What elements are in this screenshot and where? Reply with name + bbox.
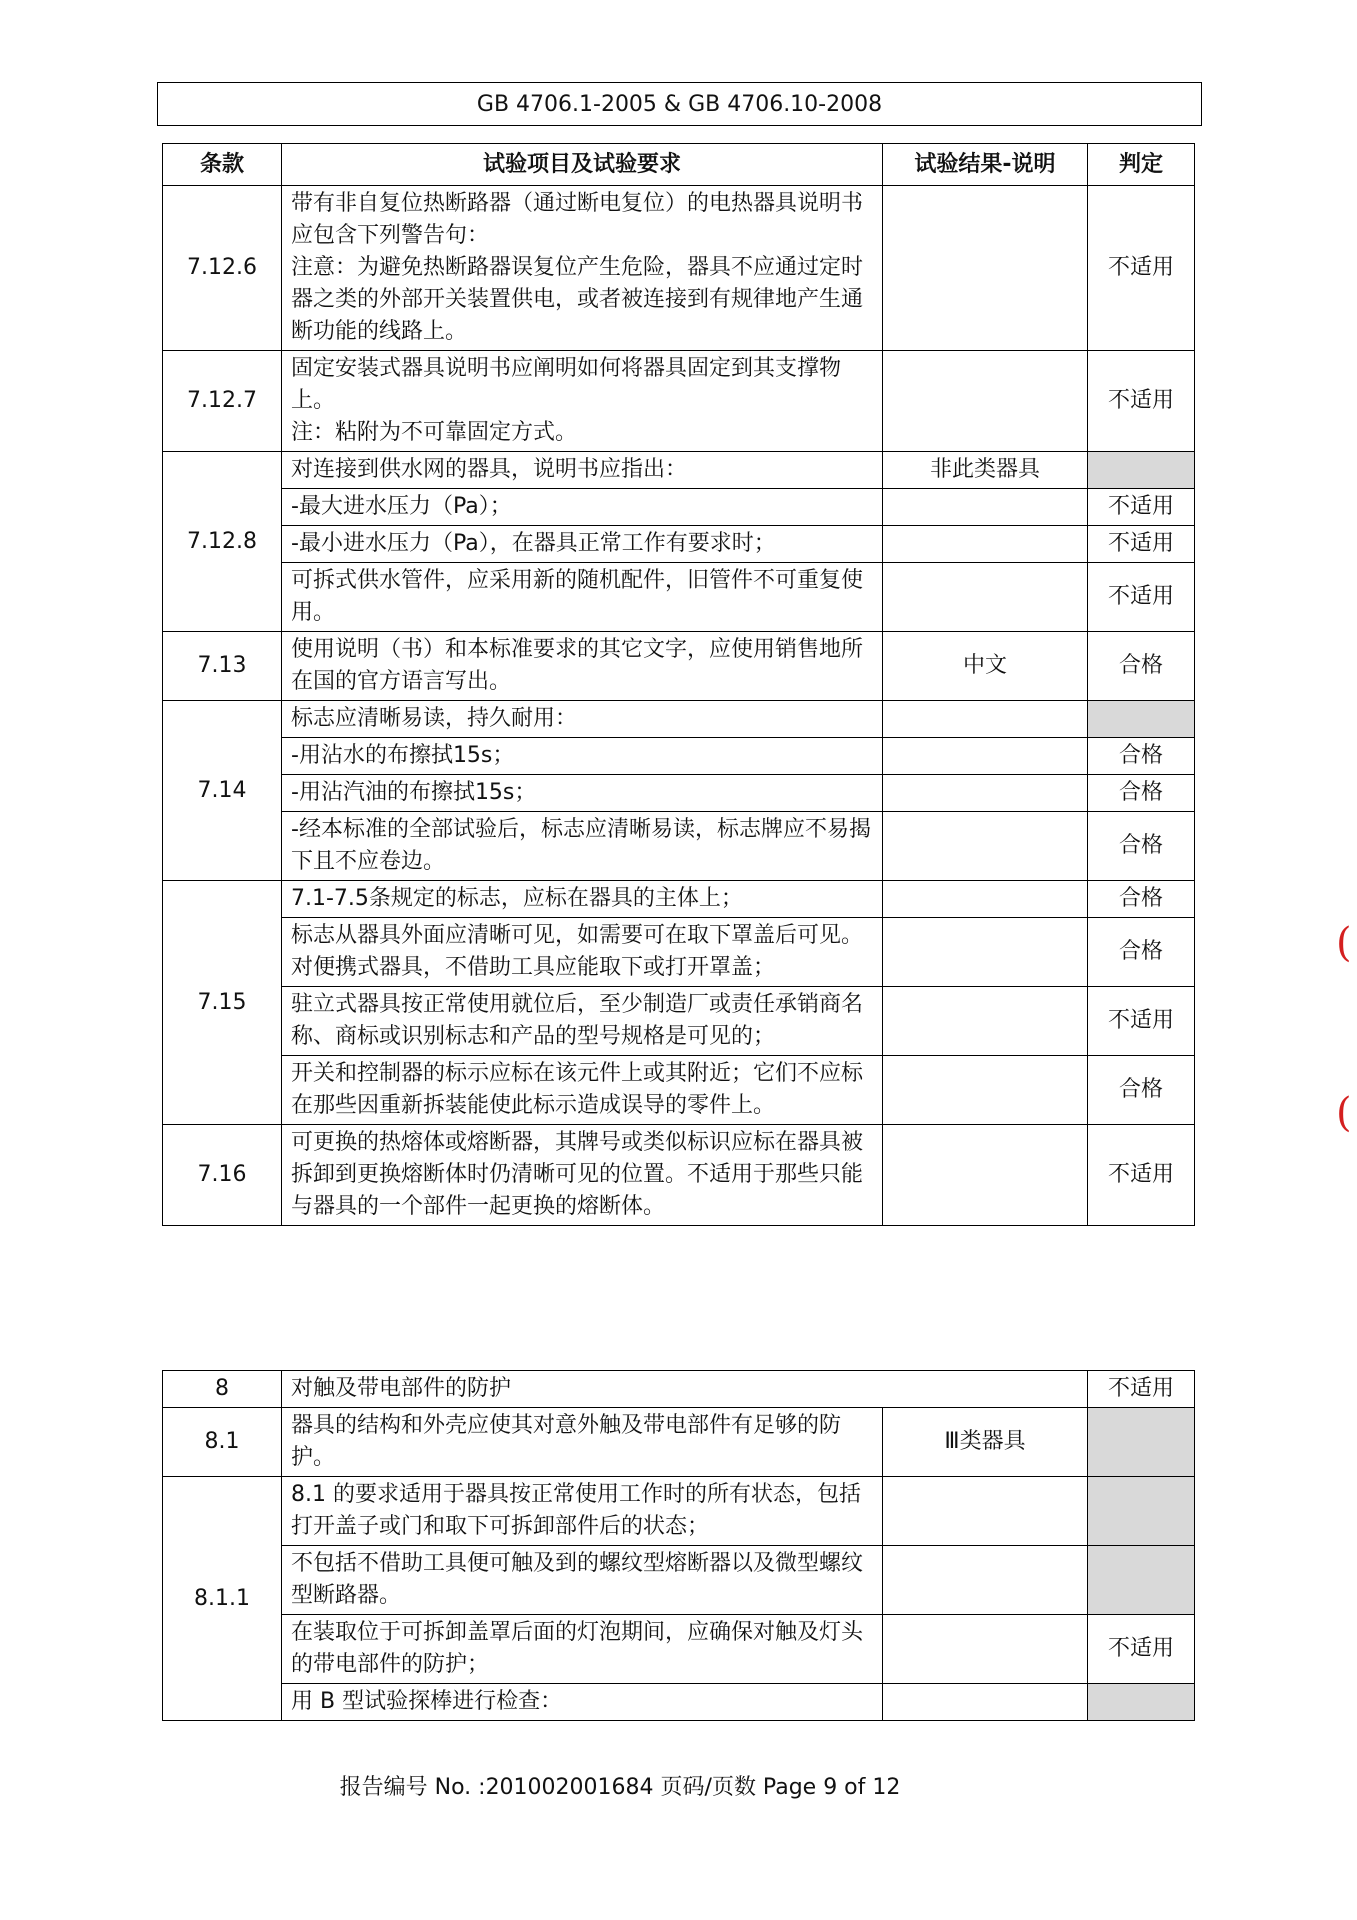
test-result xyxy=(883,1546,1088,1615)
table-row xyxy=(163,701,1195,738)
test-result xyxy=(883,1684,1088,1721)
verdict: 不适用 xyxy=(1088,186,1195,351)
clause-number: 7.12.8 xyxy=(163,452,282,632)
test-result xyxy=(883,351,1088,452)
verdict: 不适用 xyxy=(1088,987,1195,1056)
requirement-text: 对连接到供水网的器具，说明书应指出： xyxy=(291,457,688,482)
clause-number: 8 xyxy=(163,1371,282,1408)
page-indicator: 页码/页数 Page 9 of 12 xyxy=(660,1775,901,1800)
table-row xyxy=(163,1615,1195,1684)
table-row xyxy=(163,489,1195,526)
table-row xyxy=(163,1477,1195,1546)
requirement-text: 带有非自复位热断路器（通过断电复位）的电热器具说明书应包含下列警告句： xyxy=(291,191,864,248)
clause-number: 7.12.7 xyxy=(163,351,282,452)
requirement-text: 使用说明（书）和本标准要求的其它文字，应使用销售地所在国的官方语言写出。 xyxy=(291,637,864,694)
requirement-text: 8.1 的要求适用于器具按正常使用工作时的所有状态，包括打开盖子或门和取下可拆卸部件后的状态； xyxy=(291,1482,861,1539)
clause-number: 7.12.6 xyxy=(163,186,282,351)
test-requirement xyxy=(282,918,883,987)
verdict: 合格 xyxy=(1088,1056,1195,1125)
test-requirement xyxy=(282,1056,883,1125)
table-row xyxy=(163,987,1195,1056)
column-header-result: 试验结果-说明 xyxy=(883,144,1088,186)
table-row xyxy=(163,632,1195,701)
test-requirement xyxy=(282,881,883,918)
standard-header: GB 4706.1-2005 & GB 4706.10-2008 xyxy=(157,82,1202,126)
report-number: 201002001684 xyxy=(485,1775,654,1800)
report-number-label: 报告编号 No. : xyxy=(339,1775,486,1800)
test-result: 中文 xyxy=(883,632,1088,701)
test-requirement xyxy=(282,1684,883,1721)
table-row xyxy=(163,1371,1195,1408)
test-result xyxy=(883,186,1088,351)
table-row xyxy=(163,1125,1195,1226)
test-result xyxy=(883,987,1088,1056)
test-requirement xyxy=(282,186,883,351)
clause-number: 7.13 xyxy=(163,632,282,701)
table-row xyxy=(163,738,1195,775)
table-row xyxy=(163,775,1195,812)
verdict: 合格 xyxy=(1088,881,1195,918)
table-row xyxy=(163,1546,1195,1615)
verdict xyxy=(1088,1546,1195,1615)
test-requirement xyxy=(282,1408,883,1477)
requirement-text: -最大进水压力（Pa）； xyxy=(291,494,512,519)
column-header-item: 试验项目及试验要求 xyxy=(282,144,883,186)
test-result xyxy=(883,812,1088,881)
test-result xyxy=(883,881,1088,918)
test-requirement xyxy=(282,1125,883,1226)
test-result xyxy=(883,701,1088,738)
test-result xyxy=(883,1615,1088,1684)
table-row xyxy=(163,563,1195,632)
verdict: 不适用 xyxy=(1088,1371,1195,1408)
verdict xyxy=(1088,1408,1195,1477)
test-result: 非此类器具 xyxy=(883,452,1088,489)
requirement-text: 注意：为避免热断路器误复位产生危险，器具不应通过定时器之类的外部开关装置供电，或者被连接到有规律地产生通断功能的线路上。 xyxy=(291,255,864,344)
test-requirement xyxy=(282,701,883,738)
test-table-1 xyxy=(162,143,1195,1226)
table-row xyxy=(163,1684,1195,1721)
clause-number: 7.16 xyxy=(163,1125,282,1226)
clause-number: 7.14 xyxy=(163,701,282,881)
verdict: 不适用 xyxy=(1088,489,1195,526)
requirement-text: 可拆式供水管件，应采用新的随机配件，旧管件不可重复使用。 xyxy=(291,568,864,625)
test-result xyxy=(883,1477,1088,1546)
verdict xyxy=(1088,452,1195,489)
column-header-clause: 条款 xyxy=(163,144,282,186)
table-row xyxy=(163,1408,1195,1477)
test-requirement xyxy=(282,775,883,812)
test-result xyxy=(883,489,1088,526)
test-result xyxy=(883,775,1088,812)
red-seal-stamp: ( ( xyxy=(1336,920,1352,1136)
requirement-text: 固定安装式器具说明书应阐明如何将器具固定到其支撑物上。 xyxy=(291,356,842,413)
clause-number: 8.1 xyxy=(163,1408,282,1477)
verdict: 不适用 xyxy=(1088,563,1195,632)
requirement-text: 注：粘附为不可靠固定方式。 xyxy=(291,420,578,445)
requirement-text: 驻立式器具按正常使用就位后，至少制造厂或责任承销商名称、商标或识别标志和产品的型号规格是可见的； xyxy=(291,992,864,1049)
verdict xyxy=(1088,701,1195,738)
test-result: Ⅲ类器具 xyxy=(883,1408,1088,1477)
verdict: 合格 xyxy=(1088,738,1195,775)
test-requirement xyxy=(282,632,883,701)
verdict: 不适用 xyxy=(1088,1125,1195,1226)
requirement-text: 在装取位于可拆卸盖罩后面的灯泡期间，应确保对触及灯头的带电部件的防护； xyxy=(291,1620,864,1677)
requirement-text: 开关和控制器的标示应标在该元件上或其附近；它们不应标在那些因重新拆装能使此标示造成误导的零件上。 xyxy=(291,1061,864,1118)
verdict: 不适用 xyxy=(1088,526,1195,563)
requirement-text: 可更换的热熔体或熔断器，其牌号或类似标识应标在器具被拆卸到更换熔断体时仍清晰可见的位置。不适用于那些只能与器具的一个部件一起更换的熔断体。 xyxy=(291,1130,864,1219)
requirement-text: 器具的结构和外壳应使其对意外触及带电部件有足够的防护。 xyxy=(291,1413,842,1470)
verdict: 合格 xyxy=(1088,775,1195,812)
verdict: 合格 xyxy=(1088,812,1195,881)
requirement-text: 不包括不借助工具便可触及到的螺纹型熔断器以及微型螺纹型断路器。 xyxy=(291,1551,864,1608)
requirement-text: 标志应清晰易读，持久耐用： xyxy=(291,706,578,731)
test-result xyxy=(883,738,1088,775)
requirement-text: 对触及带电部件的防护 xyxy=(291,1376,512,1401)
table-row xyxy=(163,881,1195,918)
test-result xyxy=(883,918,1088,987)
table-row xyxy=(163,1056,1195,1125)
verdict xyxy=(1088,1477,1195,1546)
test-requirement xyxy=(282,1371,1088,1408)
requirement-text: -用沾汽油的布擦拭15s； xyxy=(291,780,537,805)
test-requirement xyxy=(282,563,883,632)
verdict xyxy=(1088,1684,1195,1721)
table-row xyxy=(163,452,1195,489)
test-requirement xyxy=(282,738,883,775)
requirement-text: 用 B 型试验探棒进行检查： xyxy=(291,1689,563,1714)
test-requirement xyxy=(282,526,883,563)
test-result xyxy=(883,1125,1088,1226)
requirement-text: 7.1-7.5条规定的标志，应标在器具的主体上； xyxy=(291,886,743,911)
test-requirement xyxy=(282,1546,883,1615)
table-row xyxy=(163,186,1195,351)
table-row xyxy=(163,526,1195,563)
table-row xyxy=(163,351,1195,452)
table-row xyxy=(163,918,1195,987)
test-requirement xyxy=(282,489,883,526)
requirement-text: -经本标准的全部试验后，标志应清晰易读，标志牌应不易揭下且不应卷边。 xyxy=(291,817,871,874)
verdict: 合格 xyxy=(1088,918,1195,987)
verdict: 不适用 xyxy=(1088,1615,1195,1684)
clause-number: 7.15 xyxy=(163,881,282,1125)
verdict: 不适用 xyxy=(1088,351,1195,452)
requirement-text: -最小进水压力（Pa），在器具正常工作有要求时； xyxy=(291,531,776,556)
requirement-text: 标志从器具外面应清晰可见，如需要可在取下罩盖后可见。对便携式器具，不借助工具应能取下或打开罩盖； xyxy=(291,923,864,980)
test-requirement xyxy=(282,351,883,452)
verdict: 合格 xyxy=(1088,632,1195,701)
requirement-text: -用沾水的布擦拭15s； xyxy=(291,743,515,768)
test-table-2 xyxy=(162,1370,1195,1721)
test-requirement xyxy=(282,1615,883,1684)
table-row xyxy=(163,812,1195,881)
column-header-verdict: 判定 xyxy=(1088,144,1195,186)
test-requirement xyxy=(282,812,883,881)
test-result xyxy=(883,563,1088,632)
test-requirement xyxy=(282,1477,883,1546)
test-requirement xyxy=(282,452,883,489)
test-result xyxy=(883,526,1088,563)
clause-number: 8.1.1 xyxy=(163,1477,282,1721)
test-result xyxy=(883,1056,1088,1125)
test-requirement xyxy=(282,987,883,1056)
page-footer xyxy=(0,1770,1240,1801)
